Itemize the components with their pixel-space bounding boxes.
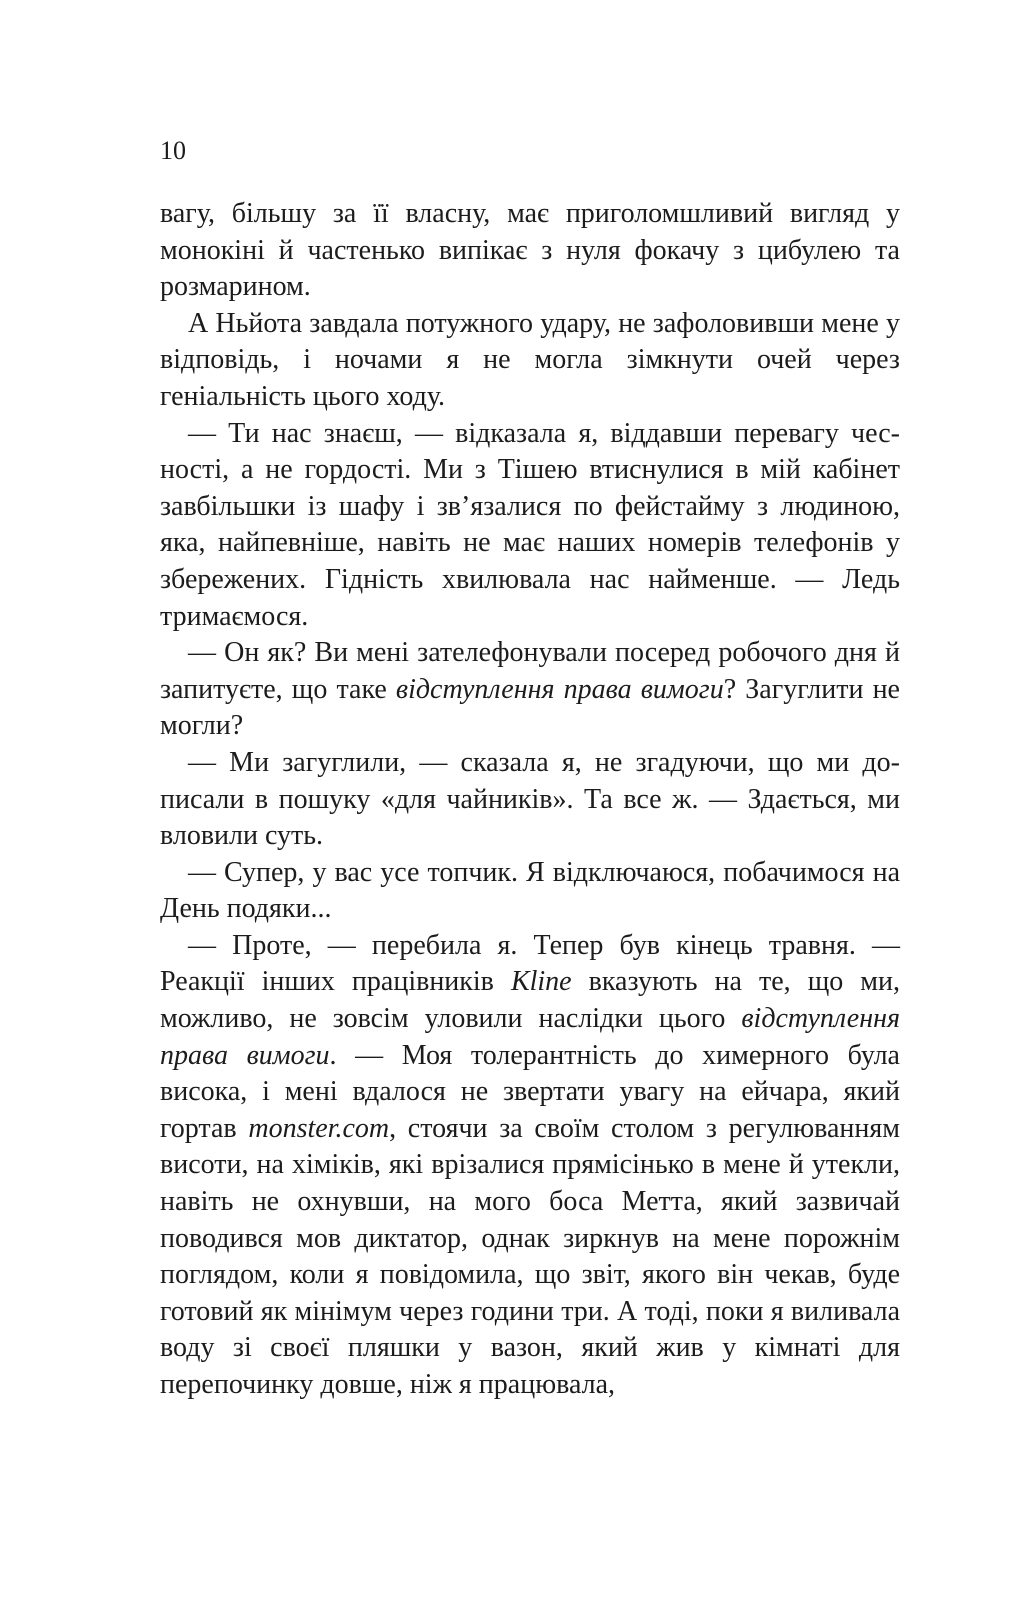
text-run: , стоячи за своїм столом з регулюванням висоти, на хіміків, які врізалися прямісінько в мене й утекли, навіть не охнувши, на мого боса Метта, який зазвичай поводився мов диктатор, однак зиркнув на мене порожнім поглядом, коли я повідомила, що звіт, якого він чекав, буде готовий як мінімум через години три. А тоді, поки я виливала воду зі своєї пляшки у вазон, який жив у кімнаті для перепочинку довше, ніж я працювала, [160,1112,900,1400]
text-run: — Ти нас знаєш, — відказала я, віддавши перевагу чесності, а не гордості. Ми з Тішею втиснулися в мій кабінет завбільшки із шафу і зв’язалися по фейстайму з людиною, яка, найпевніше, навіть не має наших номерів телефонів у збережених. Гідність хвилювала нас найменше. — Ледь тримаємося. [160,417,900,632]
text-run: вагу, більшу за її власну, має приголомшливий вигляд у монокіні й частенько випікає з нуля фокачу з цибулею та розмарином. [160,198,900,303]
paragraph [160,635,900,745]
italic-text-run: відступлення права вимоги [160,1003,900,1071]
paragraph [160,416,900,636]
text-run: — Ми загуглили, — сказала я, не згадуючи, що ми дописали в пошуку «для чайників». Та все ж. — Здається, ми вловили суть. [160,746,900,852]
text-run: А Ньйота завдала потужного удару, не зафоловивши мене у відповідь, і ночами я не могла зімкнути очей через геніальність цього ходу. [160,307,900,412]
text-run: . — Моя толерантність до химерного була висока, і мені вдалося не звертати увагу на ейчара, який гортав [160,1039,900,1144]
italic-text-run: відступлення права вимоги [395,673,724,705]
text-run: — Он як? Ви мені зателефонували посеред робочого дня й запитуєте, що таке [160,637,900,705]
paragraph [160,745,900,855]
page-number: 10 [160,136,186,165]
paragraph [160,196,900,306]
italic-text-run: monster.com [248,1112,390,1144]
italic-text-run: Kline [510,966,572,998]
text-run: вказують на те, що ми, можливо, не зовсім уловили наслідки цього [160,966,900,1035]
paragraph [160,928,900,1404]
text-run: ? Загуглити не могли? [160,673,900,742]
body-text [160,196,900,1404]
text-run: — Проте, — перебила я. Тепер був кінець травня. — Реакції інших працівників [160,929,900,998]
paragraph [160,306,900,416]
paragraph [160,855,900,928]
text-run: — Супер, у вас усе топчик. Я відключаюся, побачимося на День подяки... [160,856,900,925]
